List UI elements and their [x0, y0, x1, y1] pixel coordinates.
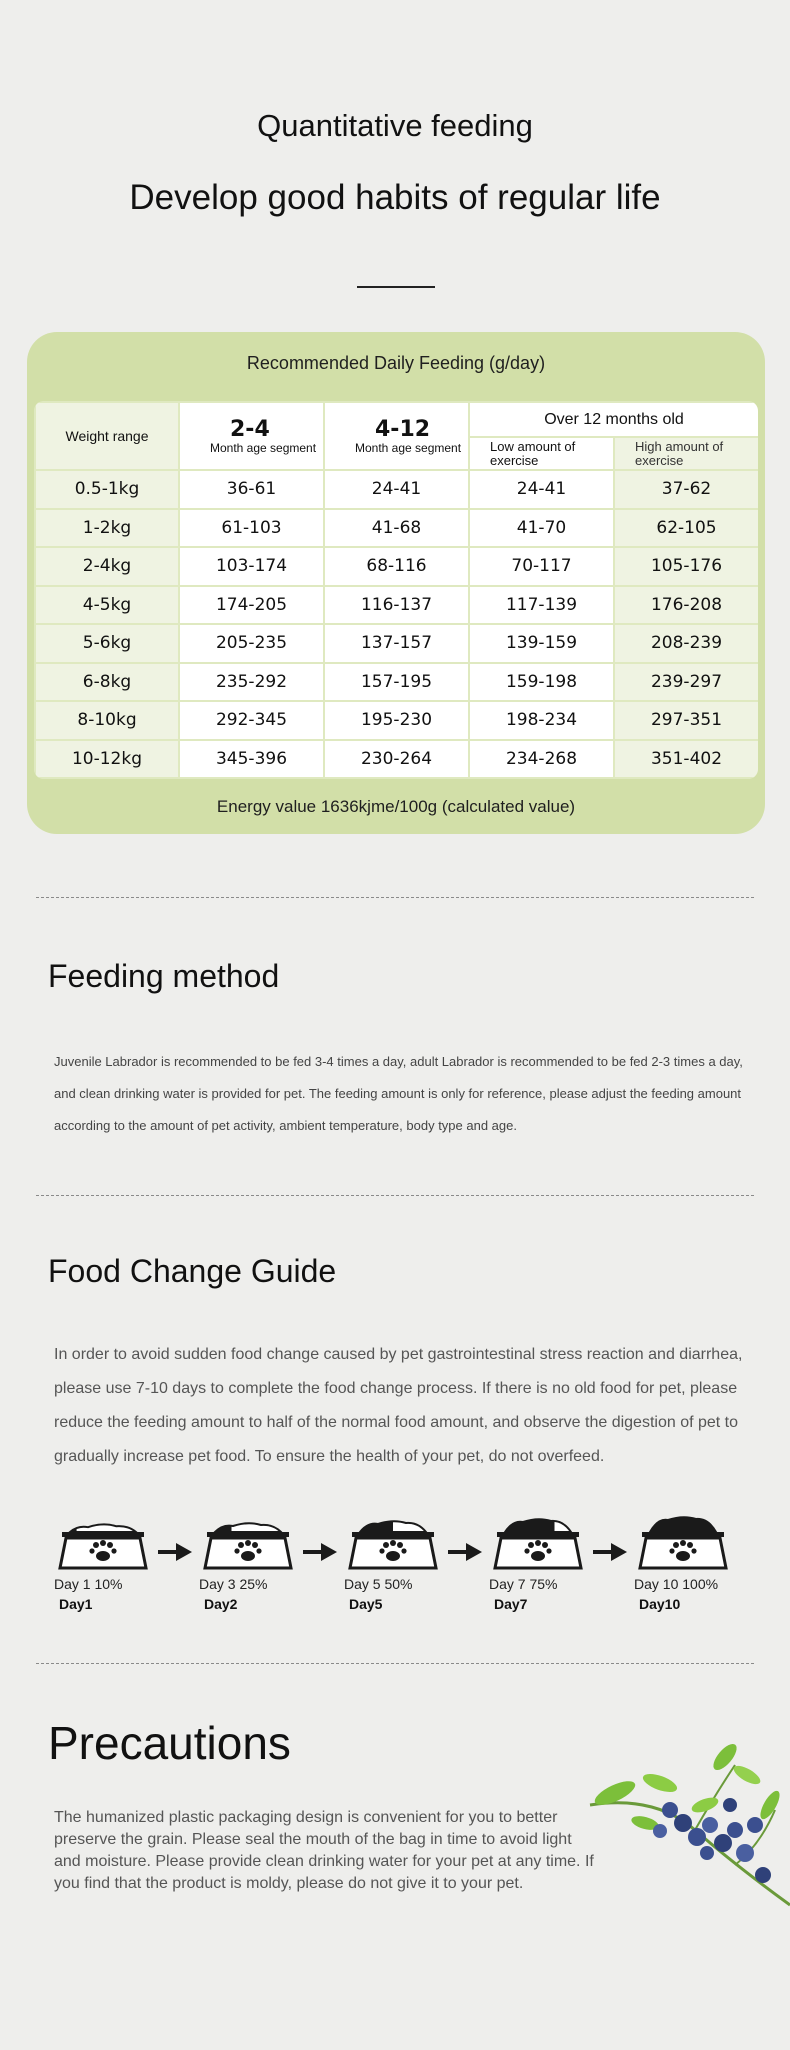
- high-exercise-cell: 62-105: [614, 509, 758, 548]
- pet-bowl-with-paw-icon: [493, 1516, 583, 1572]
- high-exercise-cell: 297-351: [614, 701, 758, 740]
- low-exercise-cell: 234-268: [469, 740, 614, 779]
- age-2-4-cell: 235-292: [179, 663, 324, 702]
- table-row: [35, 547, 758, 586]
- age-4-12-cell: 157-195: [324, 663, 469, 702]
- low-exercise-cell: 198-234: [469, 701, 614, 740]
- food-change-step: [489, 1516, 619, 1626]
- high-exercise-cell: 208-239: [614, 624, 758, 663]
- step-day-label: Day2: [204, 1596, 238, 1612]
- high-exercise-cell: 105-176: [614, 547, 758, 586]
- age-4-12-range: 4-12: [375, 416, 431, 442]
- low-exercise-cell: 24-41: [469, 470, 614, 509]
- weight-cell: 5-6kg: [35, 624, 179, 663]
- low-exercise-cell: 159-198: [469, 663, 614, 702]
- table-row: [35, 663, 758, 702]
- pet-bowl-with-paw-icon: [638, 1516, 728, 1572]
- precautions-text: The humanized plastic packaging design is convenient for you to better preserve the grain. Please seal the mouth of the bag in time to avoid light and moisture. Please provide clean drinking water for your pet at any time. If you find that the product is moldy, please do not give it to your pet.: [54, 1809, 594, 1892]
- feeding-table: [34, 401, 758, 779]
- weight-cell: 2-4kg: [35, 547, 179, 586]
- food-change-step: [344, 1516, 474, 1626]
- age-2-4-cell: 345-396: [179, 740, 324, 779]
- step-percentage-label: Day 5 50%: [344, 1576, 413, 1592]
- page-subtitle: Develop good habits of regular life: [129, 178, 661, 217]
- high-exercise-cell: 351-402: [614, 740, 758, 779]
- right-arrow-icon: [303, 1542, 337, 1562]
- age-2-4-range: 2-4: [230, 416, 270, 442]
- step-percentage-label: Day 3 25%: [199, 1576, 268, 1592]
- energy-value-note: Energy value 1636kjme/100g (calculated value): [216, 797, 576, 816]
- weight-cell: 1-2kg: [35, 509, 179, 548]
- age-4-12-cell: 68-116: [324, 547, 469, 586]
- step-day-label: Day5: [349, 1596, 383, 1612]
- food-change-text: In order to avoid sudden food change caused by pet gastrointestinal stress reaction and diarrhea, please use 7-10 days to complete the food change process. If there is no old food for pet, please reduce the feeding amount to half of the normal food amount, and observe the digestion of pet to gradually increase pet food. To ensure the health of your pet, do not overfeed.: [54, 1346, 743, 1465]
- low-exercise-header: Low amount of exercise: [469, 437, 614, 470]
- weight-cell: 0.5-1kg: [35, 470, 179, 509]
- section-divider: [36, 1195, 754, 1196]
- feeding-table-title: Recommended Daily Feeding (g/day): [246, 353, 546, 373]
- feeding-table-wrapper: [34, 401, 758, 779]
- age-2-4-cell: 61-103: [179, 509, 324, 548]
- age-4-12-label: Month age segment: [355, 440, 462, 455]
- age-4-12-cell: 230-264: [324, 740, 469, 779]
- low-exercise-cell: 70-117: [469, 547, 614, 586]
- page-title: Quantitative feeding: [257, 108, 533, 143]
- age-4-12-header: [324, 402, 469, 470]
- weight-cell: 10-12kg: [35, 740, 179, 779]
- precautions-title: Precautions: [48, 1717, 291, 1769]
- blueberry-branch-image: [585, 1735, 790, 1915]
- high-exercise-cell: 37-62: [614, 470, 758, 509]
- right-arrow-icon: [158, 1542, 192, 1562]
- title-divider: [357, 286, 435, 288]
- food-change-title: Food Change Guide: [48, 1253, 337, 1289]
- step-percentage-label: Day 10 100%: [634, 1576, 719, 1592]
- table-row: [35, 586, 758, 625]
- weight-range-header: Weight range: [35, 402, 179, 470]
- age-2-4-cell: 103-174: [179, 547, 324, 586]
- table-row: [35, 701, 758, 740]
- weight-cell: 8-10kg: [35, 701, 179, 740]
- right-arrow-icon: [593, 1542, 627, 1562]
- weight-cell: 4-5kg: [35, 586, 179, 625]
- age-2-4-header: [179, 402, 324, 470]
- age-4-12-cell: 41-68: [324, 509, 469, 548]
- age-4-12-cell: 195-230: [324, 701, 469, 740]
- low-exercise-cell: 41-70: [469, 509, 614, 548]
- age-4-12-cell: 116-137: [324, 586, 469, 625]
- food-change-step: [54, 1516, 184, 1626]
- step-day-label: Day10: [639, 1596, 681, 1612]
- step-percentage-label: Day 1 10%: [54, 1576, 123, 1592]
- step-day-label: Day1: [59, 1596, 93, 1612]
- section-divider: [36, 1663, 754, 1664]
- table-row: [35, 740, 758, 779]
- step-percentage-label: Day 7 75%: [489, 1576, 558, 1592]
- feeding-method-text: Juvenile Labrador is recommended to be fed 3-4 times a day, adult Labrador is recommended to be fed 2-3 times a day, and clean drinking water is provided for pet. The feeding amount is only for reference, please adjust the feeding amount according to the amount of pet activity, ambient temperature, body type and age.: [54, 1054, 743, 1133]
- pet-bowl-with-paw-icon: [203, 1516, 293, 1572]
- age-2-4-cell: 174-205: [179, 586, 324, 625]
- table-row: [35, 470, 758, 509]
- pet-bowl-with-paw-icon: [58, 1516, 148, 1572]
- food-change-step: [199, 1516, 329, 1626]
- high-exercise-cell: 239-297: [614, 663, 758, 702]
- table-row: [35, 624, 758, 663]
- high-exercise-cell: 176-208: [614, 586, 758, 625]
- low-exercise-cell: 139-159: [469, 624, 614, 663]
- step-day-label: Day7: [494, 1596, 528, 1612]
- weight-cell: 6-8kg: [35, 663, 179, 702]
- table-row: [35, 509, 758, 548]
- section-divider: [36, 897, 754, 898]
- pet-bowl-with-paw-icon: [348, 1516, 438, 1572]
- age-2-4-cell: 205-235: [179, 624, 324, 663]
- low-exercise-cell: 117-139: [469, 586, 614, 625]
- high-exercise-header: High amount of exercise: [614, 437, 758, 470]
- age-2-4-cell: 292-345: [179, 701, 324, 740]
- age-4-12-cell: 137-157: [324, 624, 469, 663]
- age-4-12-cell: 24-41: [324, 470, 469, 509]
- feeding-method-title: Feeding method: [48, 958, 280, 994]
- over-12-months-header: Over 12 months old: [469, 402, 758, 437]
- age-2-4-label: Month age segment: [210, 440, 317, 455]
- food-change-step: [634, 1516, 764, 1626]
- age-2-4-cell: 36-61: [179, 470, 324, 509]
- right-arrow-icon: [448, 1542, 482, 1562]
